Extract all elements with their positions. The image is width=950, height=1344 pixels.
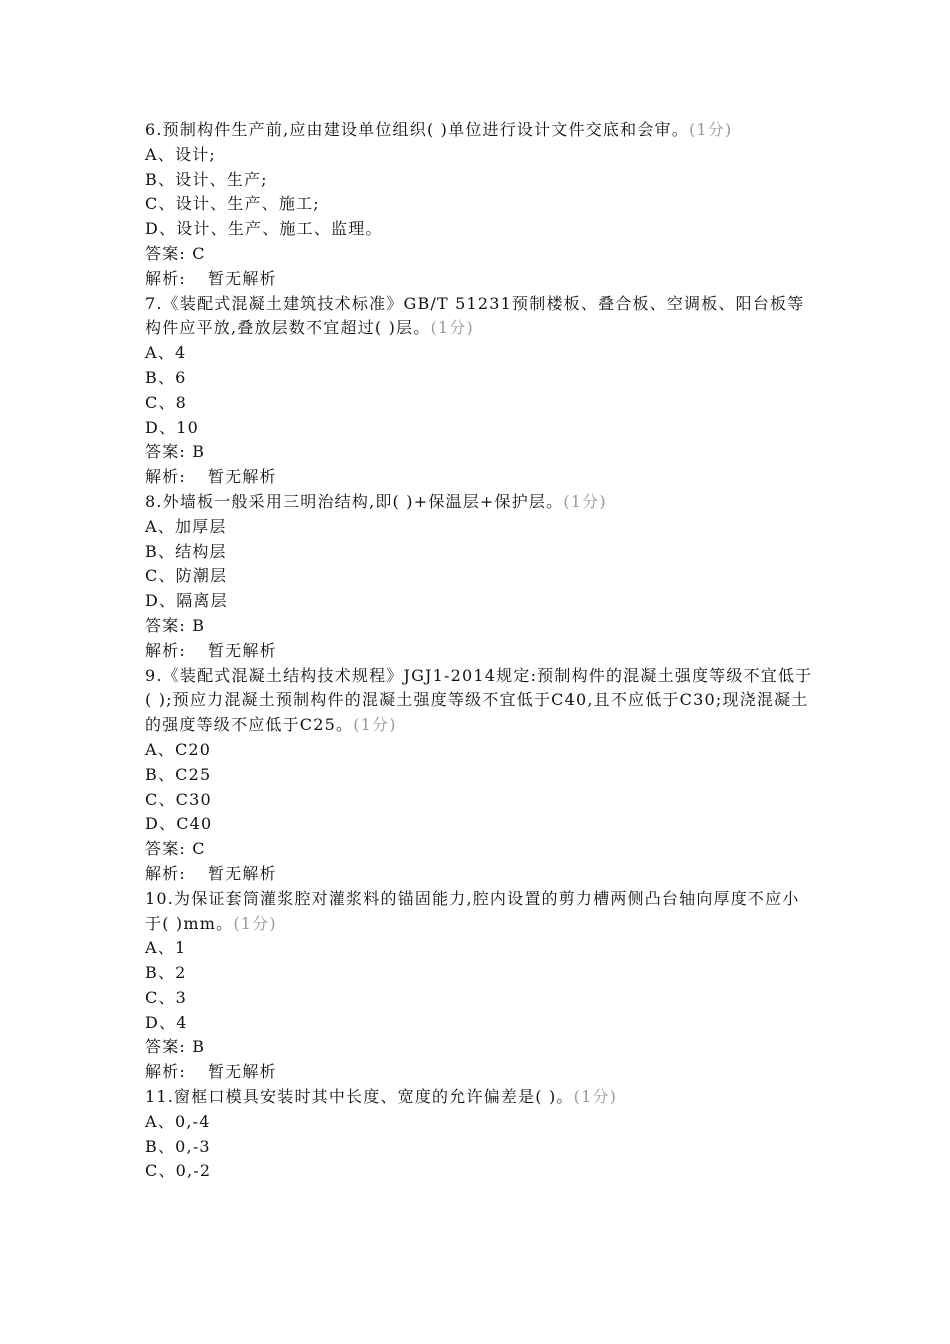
analysis-line [145,1060,815,1085]
score-label: (1分) [688,120,733,139]
option-a: A、C20 [145,739,212,759]
stem-text: 11.窗框口模具安装时其中长度、宽度的允许偏差是( )。 [145,1087,574,1107]
option-c: C、C30 [145,789,212,809]
option-d: D、C40 [145,814,213,834]
question-9 [145,664,815,887]
answer-line: 答案: B [145,615,206,635]
analysis-label: 解析: [145,268,186,288]
option-d: D、设计、生产、施工、监理。 [145,219,383,239]
question-stem [145,490,815,515]
question-6 [145,118,815,292]
option-b: B、结构层 [145,541,227,561]
question-11 [145,1085,815,1184]
option-b: B、0,-3 [145,1136,211,1156]
stem-text: 7.《装配式混凝土建筑技术标准》GB/T 51231预制楼板、叠合板、空调板、阳台板等构件应平放,叠放层数不宜超过( )层。 [145,293,805,338]
option-c: C、3 [145,987,188,1007]
score-label: (1分) [573,1087,618,1107]
analysis-text: 暂无解析 [208,467,277,487]
analysis-text: 暂无解析 [208,268,277,288]
analysis-line [145,639,815,664]
stem-text: 8.外墙板一般采用三明治结构,即( )+保温层+保护层。 [145,491,564,511]
stem-text: 9.《装配式混凝土结构技术规程》JGJ1-2014规定:预制构件的混凝土强度等级不宜低于( );预应力混凝土预制构件的混凝土强度等级不宜低于C40,且不应低于C30;现浇混凝土的强度等级不应低于C25。 [145,665,813,735]
stem-text: 6.预制构件生产前,应由建设单位组织( )单位进行设计文件交底和会审。 [145,120,689,139]
option-a: A、4 [145,343,187,363]
option-a: A、加厚层 [145,516,227,536]
question-8 [145,490,815,664]
option-c: C、0,-2 [145,1161,212,1181]
answer-line: 答案: C [145,243,206,263]
option-b: B、C25 [145,764,212,784]
score-label: (1分) [353,715,397,735]
answer-line: 答案: C [145,839,206,859]
option-c: C、防潮层 [145,566,228,586]
analysis-label: 解析: [145,640,186,660]
analysis-line [145,267,815,292]
option-a: A、1 [145,938,187,958]
answer-line: 答案: B [145,442,206,462]
analysis-text: 暂无解析 [208,640,277,660]
analysis-text: 暂无解析 [208,1062,277,1082]
analysis-label: 解析: [145,467,186,487]
analysis-line [145,465,815,490]
question-stem [145,292,815,342]
option-d: D、隔离层 [145,591,228,611]
question-stem [145,1085,815,1110]
question-10 [145,887,815,1085]
analysis-line [145,862,815,887]
question-stem [145,664,815,738]
answer-line: 答案: B [145,1037,206,1057]
option-a: A、0,-4 [145,1111,211,1131]
option-a: A、设计; [145,144,216,164]
question-stem [145,118,815,143]
stem-text: 10.为保证套筒灌浆腔对灌浆料的锚固能力,腔内设置的剪力槽两侧凸台轴向厚度不应小于( )mm。 [145,888,800,933]
question-list [145,118,815,1184]
option-d: D、10 [145,417,199,437]
score-label: (1分) [233,913,277,933]
question-7 [145,292,815,490]
analysis-label: 解析: [145,1062,186,1082]
option-b: B、设计、生产; [145,169,268,189]
option-b: B、6 [145,367,187,387]
question-stem [145,887,815,937]
option-c: C、8 [145,392,188,412]
option-c: C、设计、生产、施工; [145,194,320,214]
analysis-text: 暂无解析 [208,863,277,883]
option-b: B、2 [145,963,187,983]
option-d: D、4 [145,1012,188,1032]
analysis-label: 解析: [145,863,186,883]
score-label: (1分) [563,491,607,511]
score-label: (1分) [430,318,474,338]
